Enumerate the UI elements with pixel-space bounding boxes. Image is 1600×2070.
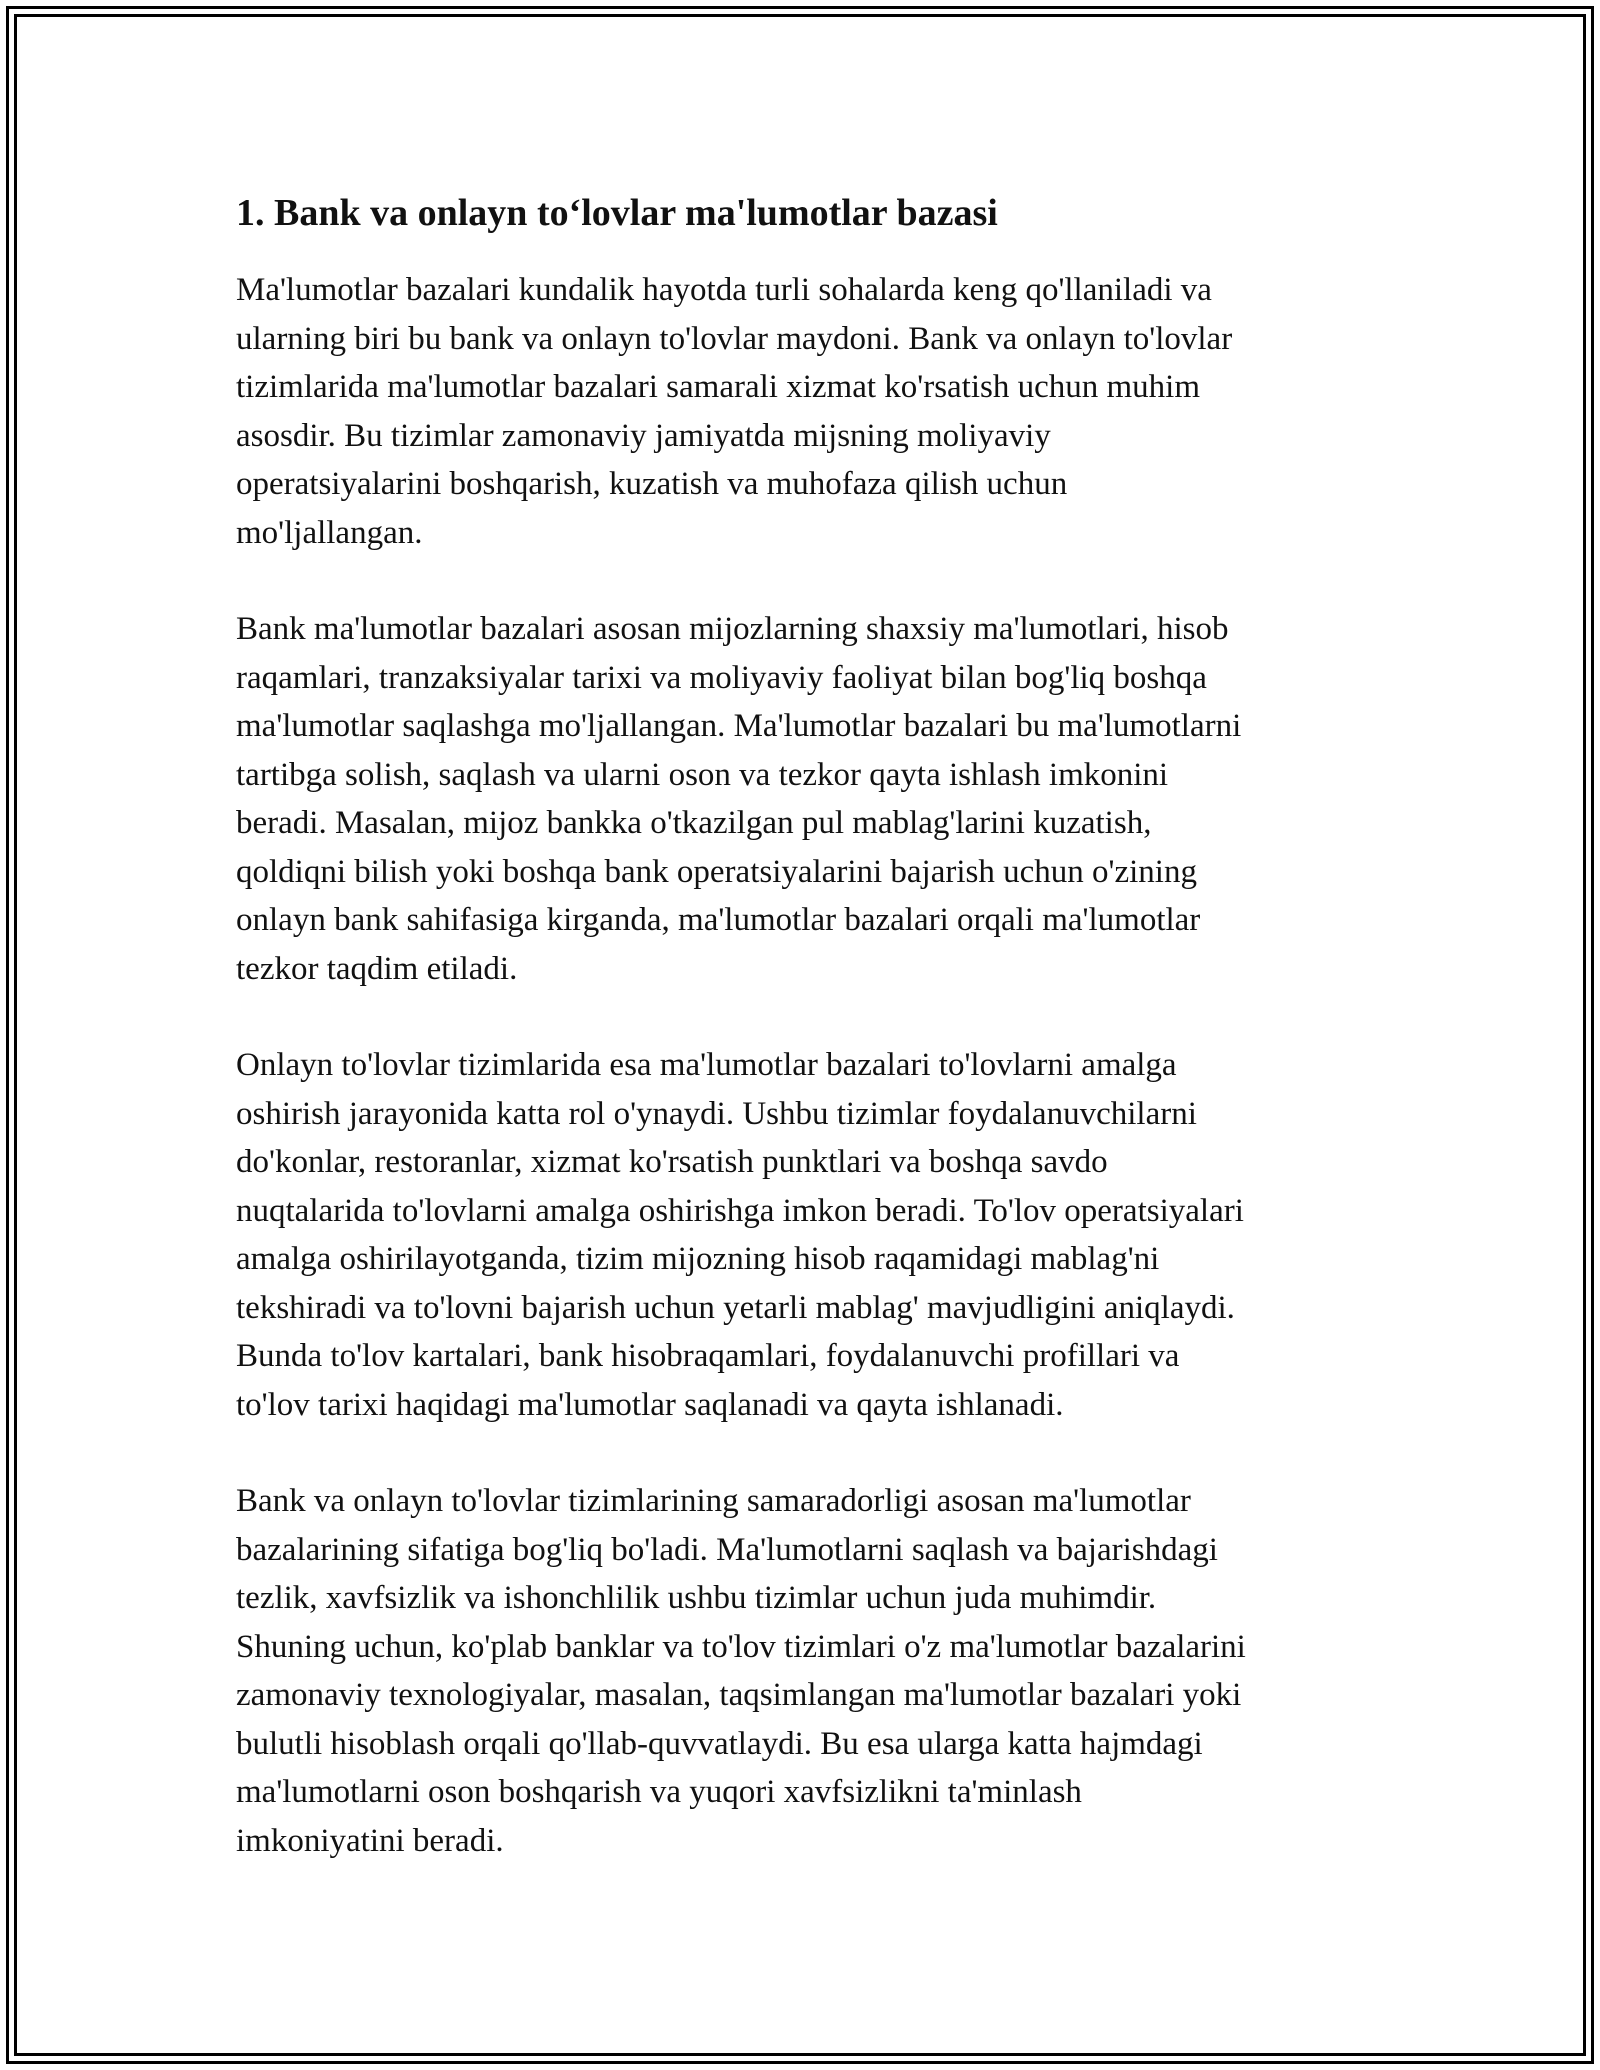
text-line: bazalarining sifatiga bog'liq bo'ladi. Ma'lumotlarni saqlash va bajarishdagi — [236, 1531, 1218, 1568]
text-line: tekshiradi va to'lovni bajarish uchun yetarli mablag' mavjudligini aniqlaydi. — [236, 1289, 1235, 1326]
text-line: bulutli hisoblash orqali qo'llab-quvvatlaydi. Bu esa ularga katta hajmdagi — [236, 1725, 1203, 1762]
text-line: tizimlarida ma'lumotlar bazalari samarali xizmat ko'rsatish uchun muhim — [236, 369, 1201, 405]
text-line: Onlayn to'lovlar tizimlarida esa ma'lumotlar bazalari to'lovlarni amalga — [236, 1047, 1177, 1083]
text-line: nuqtalarida to'lovlarni amalga oshirishga imkon beradi. To'lov operatsiyalari — [236, 1192, 1244, 1229]
text-line: tezkor taqdim etiladi. — [236, 950, 518, 987]
paragraph-2 — [236, 605, 1386, 993]
text-line: imkoniyatini beradi. — [236, 1822, 504, 1859]
text-line: onlayn bank sahifasiga kirganda, ma'lumotlar bazalari orqali ma'lumotlar — [236, 902, 1201, 938]
paragraph-3 — [236, 1041, 1386, 1429]
text-line: tezlik, xavfsizlik va ishonchlilik ushbu tizimlar uchun juda muhimdir. — [236, 1580, 1157, 1616]
text-line: beradi. Masalan, mijoz bankka o'tkazilgan pul mablag'larini kuzatish, — [236, 805, 1152, 841]
text-line: ma'lumotlarni oson boshqarish va yuqori xavfsizlikni ta'minlash — [236, 1774, 1082, 1810]
document-body — [236, 188, 1386, 1913]
document-title: 1. Bank va onlayn to‘lovlar ma'lumotlar bazasi — [236, 192, 998, 234]
text-line: amalga oshirilayotganda, tizim mijozning hisob raqamidagi mablag'ni — [236, 1241, 1160, 1277]
text-line: Ma'lumotlar bazalari kundalik hayotda turli sohalarda keng qo'llaniladi va — [236, 272, 1212, 308]
paragraph-4 — [236, 1477, 1386, 1865]
text-line: do'konlar, restoranlar, xizmat ko'rsatish punktlari va boshqa savdo — [236, 1144, 1108, 1180]
text-line: raqamlari, tranzaksiyalar tarixi va moliyaviy faoliyat bilan bog'liq boshqa — [236, 659, 1207, 696]
text-line: ularning biri bu bank va onlayn to'lovlar maydoni. Bank va onlayn to'lovlar — [236, 320, 1233, 357]
text-line: asosdir. Bu tizimlar zamonaviy jamiyatda mijsning moliyaviy — [236, 417, 1051, 454]
text-line: ma'lumotlar saqlashga mo'ljallangan. Ma'lumotlar bazalari bu ma'lumotlarni — [236, 708, 1242, 744]
paragraph-1 — [236, 266, 1386, 557]
text-line: Bunda to'lov kartalari, bank hisobraqamlari, foydalanuvchi profillari va — [236, 1338, 1180, 1374]
text-line: qoldiqni bilish yoki boshqa bank operatsiyalarini bajarish uchun o'zining — [236, 853, 1197, 890]
text-line: tartibga solish, saqlash va ularni oson va tezkor qayta ishlash imkonini — [236, 756, 1169, 793]
text-line: Bank va onlayn to'lovlar tizimlarining samaradorligi asosan ma'lumotlar — [236, 1483, 1191, 1519]
text-line: operatsiyalarini boshqarish, kuzatish va muhofaza qilish uchun — [236, 466, 1068, 502]
text-line: Shuning uchun, ko'plab banklar va to'lov tizimlari o'z ma'lumotlar bazalarini — [236, 1628, 1246, 1665]
text-line: to'lov tarixi haqidagi ma'lumotlar saqlanadi va qayta ishlanadi. — [236, 1386, 1064, 1423]
text-line: oshirish jarayonida katta rol o'ynaydi. Ushbu tizimlar foydalanuvchilarni — [236, 1095, 1197, 1132]
text-line: mo'ljallangan. — [236, 514, 423, 551]
text-line: Bank ma'lumotlar bazalari asosan mijozlarning shaxsiy ma'lumotlari, hisob — [236, 611, 1229, 647]
text-line: zamonaviy texnologiyalar, masalan, taqsimlangan ma'lumotlar bazalari yoki — [236, 1677, 1242, 1713]
